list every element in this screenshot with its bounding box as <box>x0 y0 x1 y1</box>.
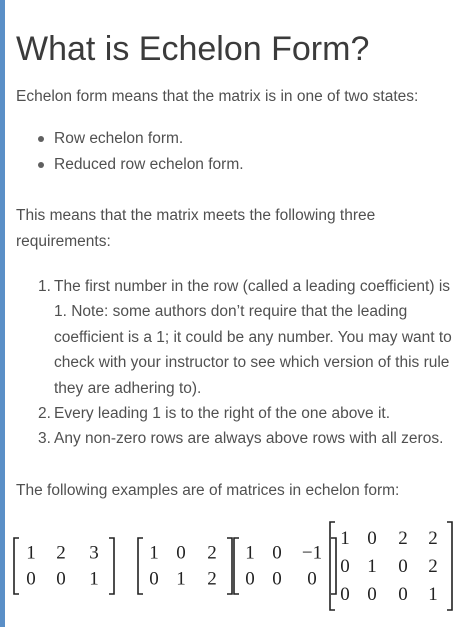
matrix-entry: 0 <box>272 568 282 590</box>
matrix-entry: 2 <box>428 556 438 578</box>
matrix-entry: 1 <box>367 556 377 578</box>
matrix-entry: 1 <box>149 542 159 564</box>
matrix-entry: 0 <box>56 568 66 590</box>
matrix-bracket-left <box>330 522 335 610</box>
matrix-3 <box>234 538 336 594</box>
matrix-entry: 0 <box>340 584 350 606</box>
list-item <box>16 401 468 426</box>
matrix-entry: 2 <box>207 568 217 590</box>
matrix-entry: 0 <box>272 542 282 564</box>
list-item-number: 2. <box>38 405 51 423</box>
list-item <box>16 274 468 401</box>
matrix-entry: 1 <box>245 542 255 564</box>
matrix-examples <box>8 512 454 620</box>
matrix-2 <box>138 538 232 594</box>
bullet-dot-icon <box>38 136 44 142</box>
list-item-text: Any non-zero rows are always above rows with all zeros. <box>54 430 444 448</box>
matrix-entry: 0 <box>307 568 317 590</box>
list-item-number: 1. <box>38 278 51 295</box>
matrix-entry: 3 <box>89 542 99 564</box>
matrix-bracket-right <box>227 538 232 594</box>
matrix-entry: 1 <box>428 584 438 606</box>
matrix-entry: 0 <box>340 556 350 578</box>
list-item-text: Row echelon form. <box>54 130 184 147</box>
list-item-text: Reduced row echelon form. <box>54 156 244 173</box>
matrix-entry: 0 <box>149 568 159 590</box>
bullet-dot-icon <box>38 162 44 168</box>
matrix-bracket-left <box>234 538 239 594</box>
matrix-entry: 2 <box>428 528 438 550</box>
page-title: What is Echelon Form? <box>16 30 370 68</box>
list-item <box>16 152 244 178</box>
matrix-1 <box>14 538 114 594</box>
matrix-entry: 0 <box>176 542 186 564</box>
states-list <box>16 126 244 178</box>
matrix-entry: 0 <box>398 584 408 606</box>
matrix-entry: 2 <box>398 528 408 550</box>
matrix-examples-figure <box>8 512 454 620</box>
requirements-list <box>16 274 468 452</box>
matrix-entry: 0 <box>367 584 377 606</box>
list-item-number: 3. <box>38 430 51 448</box>
matrix-entry: 0 <box>398 556 408 578</box>
matrix-entry: −1 <box>301 542 323 564</box>
matrix-entry: 0 <box>26 568 36 590</box>
matrix-bracket-left <box>138 538 143 594</box>
left-accent-bar <box>0 0 5 627</box>
matrix-entry: 0 <box>367 528 377 550</box>
requirements-intro-paragraph: This means that the matrix meets the following three requirements: <box>16 207 376 250</box>
matrix-bracket-right <box>331 538 336 594</box>
matrix-entry: 2 <box>207 542 217 564</box>
list-item <box>16 426 468 451</box>
intro-paragraph: Echelon form means that the matrix is in one of two states: <box>16 88 419 105</box>
matrix-entry: 2 <box>56 542 66 564</box>
matrix-bracket-right <box>447 522 452 610</box>
matrix-entry: 1 <box>340 528 350 550</box>
matrix-bracket-right <box>109 538 114 594</box>
matrix-4 <box>330 522 452 610</box>
list-item-text: The first number in the row (called a leading coefficient) is 1. Note: some authors don’t require that the leading coefficient is a 1; it could be any number. You may want to check with your instructor to see which version of this rule they are adhering to). <box>54 278 452 397</box>
matrix-entry: 1 <box>89 568 99 590</box>
matrix-entry: 1 <box>176 568 186 590</box>
matrix-bracket-left <box>14 538 19 594</box>
list-item-text: Every leading 1 is to the right of the one above it. <box>54 405 391 423</box>
matrix-entry: 1 <box>26 542 36 564</box>
examples-intro-paragraph: The following examples are of matrices in echelon form: <box>16 482 400 499</box>
list-item <box>16 126 244 152</box>
matrix-entry: 0 <box>245 568 255 590</box>
